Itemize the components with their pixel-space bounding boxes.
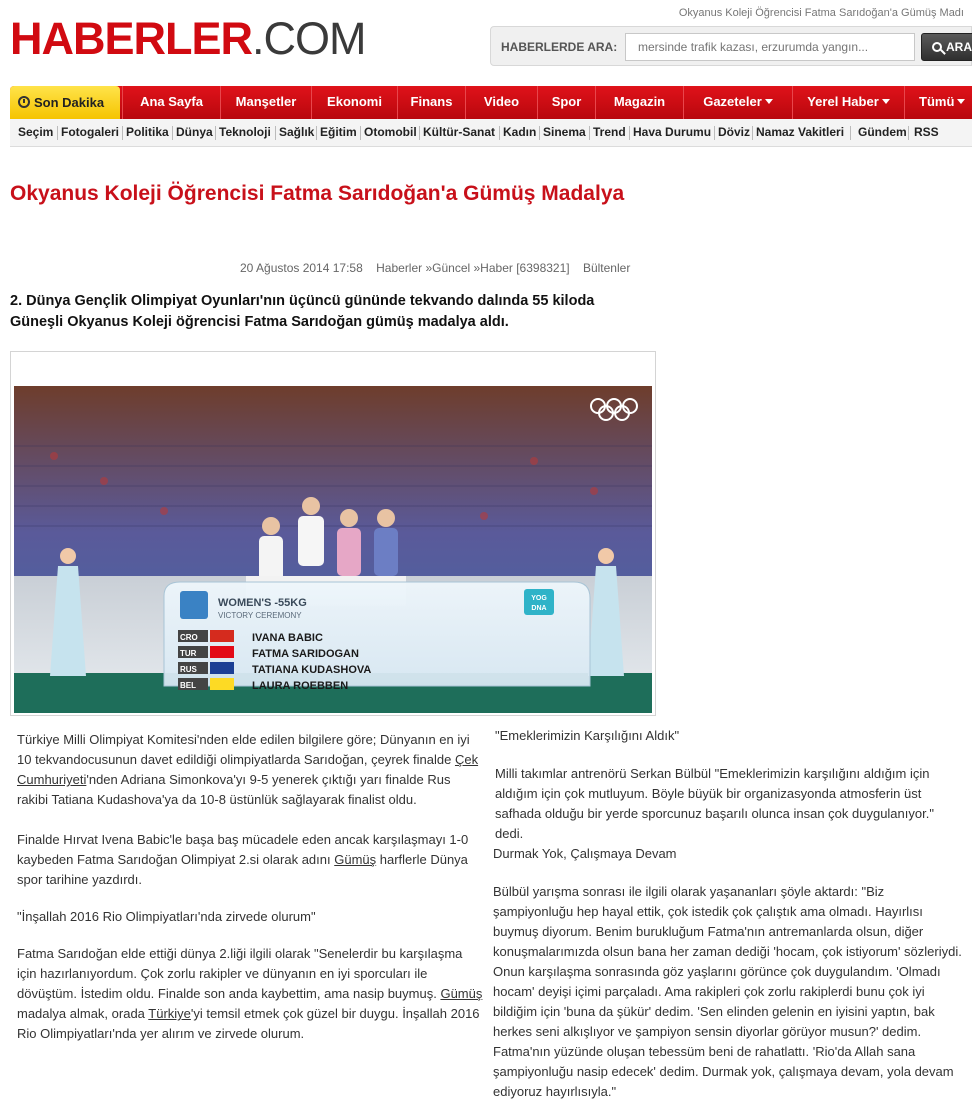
subnav-divider — [172, 126, 173, 140]
clock-icon — [18, 96, 30, 108]
svg-text:TATIANA KUDASHOVA: TATIANA KUDASHOVA — [252, 664, 372, 676]
article-date: 20 Ağustos 2014 17:58 — [240, 261, 363, 275]
svg-text:IVANA BABIC: IVANA BABIC — [252, 632, 323, 644]
nav-magazin[interactable]: Magazin — [595, 86, 683, 119]
search-bar — [490, 26, 972, 66]
subnav-rss[interactable]: RSS — [914, 125, 939, 139]
subnav-politika[interactable]: Politika — [126, 125, 169, 139]
svg-text:CRO: CRO — [180, 633, 198, 642]
section-heading: "Emeklerimizin Karşılığını Aldık" — [495, 728, 680, 743]
section-heading: Durmak Yok, Çalışmaya Devam — [493, 846, 677, 861]
article-summary: 2. Dünya Gençlik Olimpiyat Oyunları'nın üçüncü gününde tekvando dalında 55 kiloda Güneşli Okyanus Koleji öğrencisi Fatma Sarıdoğan gümüş madalya aldı. — [10, 293, 595, 330]
nav-finans[interactable]: Finans — [397, 86, 465, 119]
svg-text:WOMEN'S -55KG: WOMEN'S -55KG — [218, 597, 307, 609]
svg-text:RUS: RUS — [180, 665, 197, 674]
nav-yerel-haber[interactable]: Yerel Haber — [792, 86, 904, 119]
link-gumus[interactable]: Gümüş — [334, 852, 377, 867]
subnav-divider — [275, 126, 276, 140]
subnav-secim[interactable]: Seçim — [18, 125, 54, 139]
nav-spor[interactable]: Spor — [537, 86, 595, 119]
podium-scene — [14, 386, 652, 713]
subnav-divider — [316, 126, 317, 140]
link-cek-cumhuriyeti[interactable]: Çek Cumhuriyeti — [17, 752, 479, 787]
body-paragraph: Bülbül yarışma sonrası ile ilgili olarak yaşananları şöyle aktardı: "Biz şampiyonluğu hep hayal ettik, çok istedik çok çalıştık ama olmadı. Hayırlısı buymuş diyorum. Benim burukluğum Fatma'nın antremanlarda olsun, diğer konuşmalarımızda olsun bana her zaman dediği 'hocam, çok istiyorum' sözleriydi. Onun karşılaşma sonrasında göz yaşlarını görünce çok duygulandım. 'Olmadı hocam' deyişi içimi parçaladı. Ama rakipleri çok zorlu rakiplerdi bunu çok iyi bildiğim için 'buna da şükür' dedim. 'Sen elinden gelenin en iyisini yaptın, bak herkes seni alkışlıyor ve şampiyon sensin diyorlar görüyor musun?' dedim. Fatma'nın yüzünde oluşan tebessüm beni de rahatlattı. 'Rio'da Allah sana şampiyonluğu nasip edecek' dedim. Durmak yok, çalışmaya devam, yola devam ediyoruz hayırlısıyla." — [493, 884, 962, 1099]
subnav-sinema[interactable]: Sinema — [543, 125, 586, 139]
body-paragraph: Milli takımlar antrenörü Serkan Bülbül "Emeklerimizin karşılığını aldığım için aldığım için çok mutluyum. Böyle büyük bir organizasyonda atmosferin üst safhada olduğu bir yerde sporcunuz başarılı olunca insan çok duygulanıyor." dedi. — [495, 766, 934, 841]
bulletins-link[interactable]: Bültenler — [582, 261, 631, 275]
subnav-divider — [589, 126, 590, 140]
top-headline-ticker[interactable]: Okyanus Koleji Öğrencisi Fatma Sarıdoğan'a Gümüş Madı — [678, 7, 964, 19]
body-paragraph: Fatma Sarıdoğan elde ettiği dünya 2.liği ilgili olarak "Senelerdir bu karşılaşma için hazırlanıyordum. Çok zorlu rakipler ve dünyanın en iyi sporcuları ile dövüştüm. İstedim oldu. Finalde son anda kaybettim, ama nasip buymuş. Gümüş madalya almak, orada Türkiye'yi temsil etmek çok güzel bir duygu. İnşallah 2016 Rio Olimpiyatları'nda yer alırım ve zirvede olurum. — [17, 946, 483, 1041]
chevron-down-icon — [957, 99, 965, 104]
subnav-namaz-vakitleri[interactable]: Namaz Vakitleri — [756, 125, 845, 139]
subnav-kadin[interactable]: Kadın — [503, 125, 537, 139]
search-input[interactable] — [625, 33, 915, 61]
subnav-hava-durumu[interactable]: Hava Durumu — [633, 125, 712, 139]
subnav-kultur-sanat[interactable]: Kültür-Sanat — [423, 125, 495, 139]
svg-text:BEL: BEL — [180, 681, 196, 690]
article-body-left — [17, 730, 483, 1044]
section-heading: "İnşallah 2016 Rio Olimpiyatları'nda zirvede olurum" — [17, 909, 316, 924]
subnav-divider — [499, 126, 500, 140]
body-paragraph: Türkiye Milli Olimpiyat Komitesi'nden elde edilen bilgilere göre; Dünyanın en iyi 10 tekvandocusunun davet edildiği olimpiyatlarda Sarıdoğan, çeyrek finalde Çek Cumhuriyeti'nden Adriana Simonkova'yı 9-5 yenerek çıktığı yarı finalde Rus rakibi Tatiana Kudashova'ya da 10-8 üstünlük sağlayarak finalist oldu. — [17, 732, 479, 807]
svg-text:DNA: DNA — [531, 605, 547, 612]
subnav-gundem[interactable]: Gündem — [858, 125, 907, 139]
subnav-divider — [122, 126, 123, 140]
subnav-teknoloji[interactable]: Teknoloji — [219, 125, 271, 139]
subnav-divider — [714, 126, 715, 140]
nav-mansetler[interactable]: Manşetler — [220, 86, 311, 119]
subnav-otomobil[interactable]: Otomobil — [364, 125, 417, 139]
subnav-divider — [215, 126, 216, 140]
subnav-divider — [57, 126, 58, 140]
svg-text:FATMA SARIDOGAN: FATMA SARIDOGAN — [252, 648, 359, 660]
svg-text:VICTORY CEREMONY: VICTORY CEREMONY — [218, 611, 302, 620]
nav-video[interactable]: Video — [465, 86, 537, 119]
subnav-trend[interactable]: Trend — [593, 125, 626, 139]
category-subnav — [10, 119, 972, 147]
subnav-divider — [360, 126, 361, 140]
search-icon — [932, 42, 942, 52]
article-title: Okyanus Koleji Öğrencisi Fatma Sarıdoğan'a Gümüş Madalya — [10, 182, 625, 205]
nav-tumu[interactable]: Tümü — [904, 86, 972, 119]
subnav-saglik[interactable]: Sağlık — [279, 125, 315, 139]
site-header — [0, 0, 972, 84]
nav-ana-sayfa[interactable]: Ana Sayfa — [122, 86, 220, 119]
link-turkiye[interactable]: Türkiye — [148, 1006, 191, 1021]
subnav-egitim[interactable]: Eğitim — [320, 125, 357, 139]
subnav-divider — [908, 126, 909, 140]
article-body-right — [493, 726, 965, 1102]
chevron-down-icon — [765, 99, 773, 104]
breadcrumb[interactable]: Haberler »Güncel »Haber — [376, 261, 513, 275]
subnav-doviz[interactable]: Döviz — [718, 125, 751, 139]
site-logo[interactable]: HABERLER.COM — [10, 13, 366, 64]
svg-text:LAURA ROEBBEN: LAURA ROEBBEN — [252, 680, 349, 692]
search-label: HABERLERDE ARA: — [501, 40, 618, 54]
chevron-down-icon — [882, 99, 890, 104]
article-image-frame — [10, 351, 656, 716]
nav-son-dakika[interactable]: Son Dakika — [10, 86, 120, 119]
subnav-divider — [752, 126, 753, 140]
subnav-divider — [850, 126, 851, 140]
svg-text:TUR: TUR — [180, 649, 197, 658]
search-button[interactable]: ARA — [921, 33, 972, 61]
subnav-divider — [539, 126, 540, 140]
subnav-dunya[interactable]: Dünya — [176, 125, 213, 139]
article-id: [6398321] — [516, 261, 570, 275]
main-navigation — [10, 86, 972, 119]
body-paragraph: Finalde Hırvat Ivena Babic'le başa baş mücadele eden ancak karşılaşmayı 1-0 kaybeden Fatma Sarıdoğan Olimpiyat 2.si olarak adını Gümüş harflerle Dünya spor tarihine yazdırdı. — [17, 832, 469, 887]
svg-text:YOG: YOG — [531, 595, 547, 602]
article-meta — [240, 261, 640, 275]
subnav-divider — [419, 126, 420, 140]
nav-ekonomi[interactable]: Ekonomi — [311, 86, 397, 119]
link-gumus[interactable]: Gümüş — [440, 986, 483, 1001]
nav-gazeteler[interactable]: Gazeteler — [683, 86, 792, 119]
subnav-fotogaleri[interactable]: Fotogaleri — [61, 125, 120, 139]
article-photo[interactable] — [14, 386, 652, 713]
subnav-divider — [629, 126, 630, 140]
taekwondo-icon — [180, 591, 208, 619]
